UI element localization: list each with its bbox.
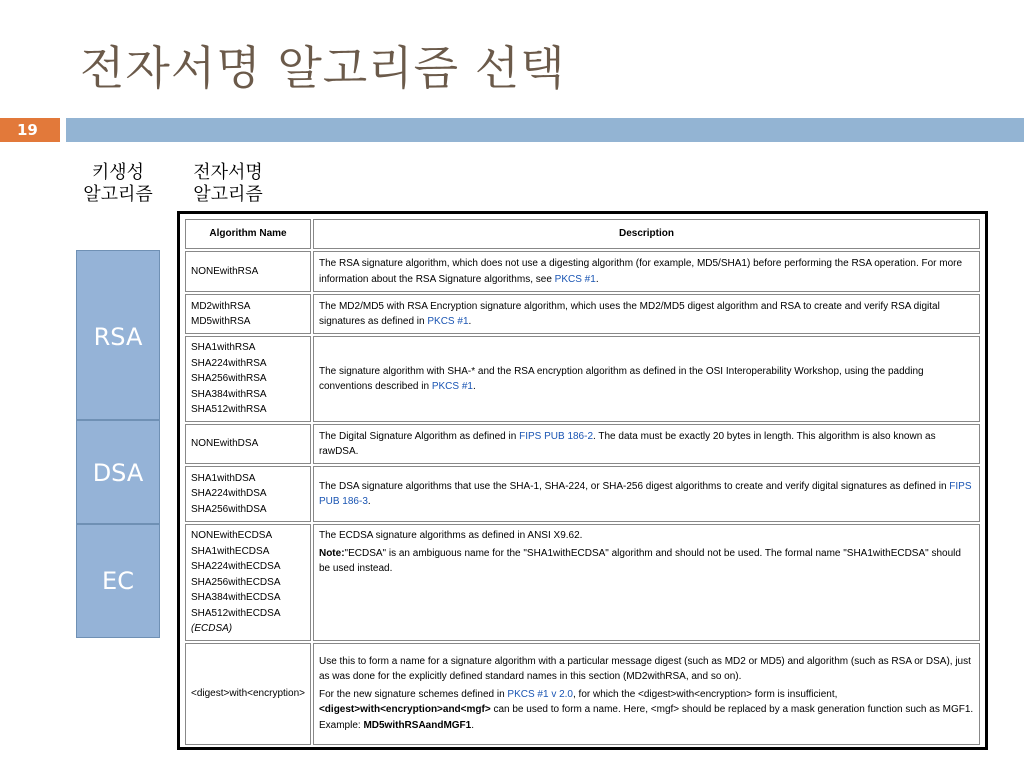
description-cell: The signature algorithm with SHA-* and the RSA encryption algorithm as defined in the OSI Interoperability Workshop, using the padding conventions described in PKCS #1. <box>313 336 980 422</box>
algo-group-dsa: DSA <box>76 420 160 524</box>
algorithm-table <box>177 211 988 750</box>
description-cell: Use this to form a name for a signature algorithm with a particular message digest (such as MD2 or MD5) and algorithm (such as RSA or DSA), just as was done for the explicitly defined standard names in this section (MD2withRSA, and so on). For the new signature schemes defined in PKCS #1 v 2.0, for which the <digest>with<encryption> form is insufficient, <digest>with<encryption>and<mgf> can be used to form a name. Here, <mgf> should be replaced by a mask generation function such as MGF1. Example: MD5withRSAandMGF1. <box>313 643 980 745</box>
fips-186-3-link[interactable]: FIPS PUB 186-3 <box>318 480 972 507</box>
table-row <box>185 424 980 464</box>
algorithm-name-cell: NONEwithECDSA SHA1withECDSA SHA224withECDSA SHA256withECDSA SHA384withECDSA SHA512withECDSA (ECDSA) <box>185 524 311 641</box>
algorithm-name-cell: MD2withRSA MD5withRSA <box>185 294 311 334</box>
algorithm-name-cell: NONEwithRSA <box>185 251 311 292</box>
algo-group-rsa: RSA <box>76 250 160 420</box>
pkcs1-link[interactable]: PKCS #1 <box>427 316 469 327</box>
table-row <box>185 294 980 334</box>
pkcs1-link[interactable]: PKCS #1 <box>554 273 596 285</box>
description-cell: The RSA signature algorithm, which does not use a digesting algorithm (for example, MD5/SHA1) before performing the RSA operation. For more information about the RSA Signature algorithms, see PKCS #1. <box>313 251 980 292</box>
table-row <box>185 336 980 422</box>
header-description: Description <box>313 219 980 249</box>
algorithm-name-cell: <digest>with<encryption> <box>185 643 311 745</box>
table-row <box>185 643 980 745</box>
header-algorithm-name: Algorithm Name <box>185 219 311 249</box>
table-row <box>185 524 980 641</box>
description-cell: The ECDSA signature algorithms as defined in ANSI X9.62. Note:"ECDSA" is an ambiguous name for the "SHA1withECDSA" algorithm and should not be used. The formal name "SHA1withECDSA" should be used instead. <box>313 524 980 641</box>
slide-title: 전자서명 알고리즘 선택 <box>80 41 566 95</box>
algo-group-ec: EC <box>76 524 160 638</box>
slide-number: 19 <box>0 118 60 142</box>
header-bar <box>66 118 1024 142</box>
signature-algorithm-label: 전자서명 알고리즘 <box>193 162 263 205</box>
algorithm-name-cell: NONEwithDSA <box>185 424 311 464</box>
description-cell: The Digital Signature Algorithm as defined in FIPS PUB 186-2. The data must be exactly 20 bytes in length. This algorithm is also known as rawDSA. <box>313 424 980 464</box>
pkcs1-link[interactable]: PKCS #1 <box>431 381 473 392</box>
table-header-row <box>185 219 980 249</box>
algorithm-name-cell: SHA1withDSA SHA224withDSA SHA256withDSA <box>185 466 311 522</box>
pkcs1-v2-link[interactable]: PKCS #1 v 2.0 <box>507 688 573 700</box>
fips-186-2-link[interactable]: FIPS PUB 186-2 <box>519 430 594 442</box>
table-row <box>185 466 980 522</box>
description-cell: The DSA signature algorithms that use the SHA-1, SHA-224, or SHA-256 digest algorithms to create and verify digital signatures as defined in FIPS PUB 186-3. <box>313 466 980 522</box>
table-row <box>185 251 980 292</box>
keygen-algorithm-label: 키생성 알고리즘 <box>83 162 153 205</box>
description-cell: The MD2/MD5 with RSA Encryption signature algorithm, which uses the MD2/MD5 digest algorithm and RSA to create and verify RSA digital signatures as defined in PKCS #1. <box>313 294 980 334</box>
algorithm-name-cell: SHA1withRSA SHA224withRSA SHA256withRSA SHA384withRSA SHA512withRSA <box>185 336 311 422</box>
